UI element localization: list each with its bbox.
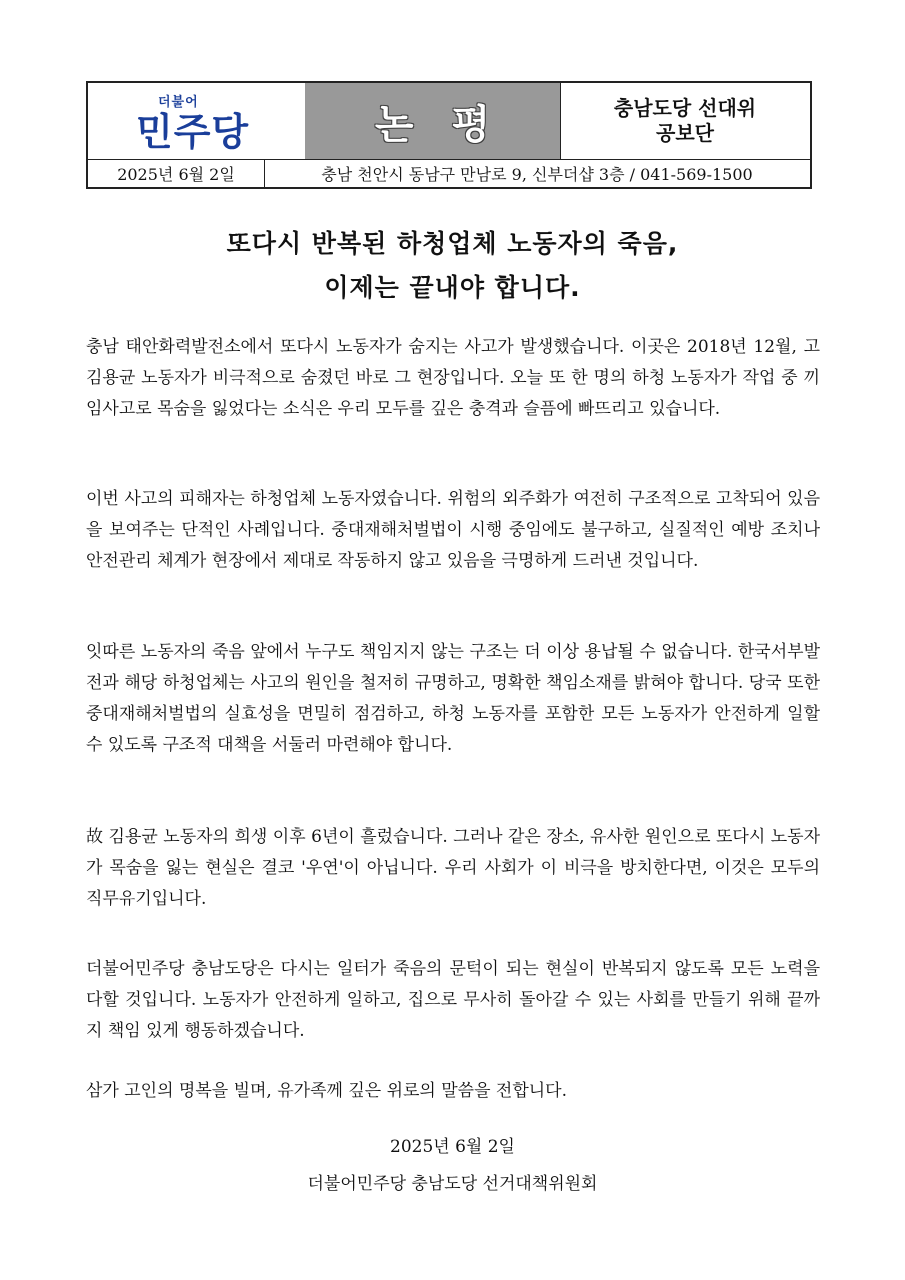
title-line-2: 이제는 끝내야 합니다. (324, 273, 581, 302)
header-date: 2025년 6월 2일 (88, 160, 265, 187)
issuer-line-2: 공보단 (656, 121, 714, 145)
document-title (0, 222, 905, 310)
header-address: 충남 천안시 동남구 만남로 9, 신부더샵 3층 / 041-569-1500 (321, 165, 753, 184)
paragraph-2: 이번 사고의 피해자는 하청업체 노동자였습니다. 위험의 외주화가 여전히 구조적으로 고착되어 있음을 보여주는 단적인 사례입니다. 중대재해처벌법이 시행 중임에도 불구하고, 실질적인 예방 조치나 안전관리 체계가 현장에서 제대로 작동하지 않고 있음을 극명하게 드러낸 것입니다. (86, 489, 820, 571)
logo-small-text: 더불어 (158, 95, 199, 110)
press-header-table (86, 81, 812, 189)
signature-org: 더불어민주당 충남도당 선거대책위원회 (307, 1174, 598, 1194)
party-logo (88, 83, 306, 159)
paragraph-4: 故 김용균 노동자의 희생 이후 6년이 흘렀습니다. 그러나 같은 장소, 유사한 원인으로 또다시 노동자가 목숨을 잃는 현실은 결코 '우연'이 아닙니다. 우리 사회가 이 비극을 방치한다면, 이것은 모두의 직무유기입니다. (86, 827, 820, 909)
paragraph-5: 더불어민주당 충남도당은 다시는 일터가 죽음의 문턱이 되는 현실이 반복되지 않도록 모든 노력을 다할 것입니다. 노동자가 안전하게 일하고, 집으로 무사히 돌아갈 수 있는 사회를 만들기 위해 끝까지 책임 있게 행동하겠습니다. (86, 959, 820, 1041)
issuer-cell (560, 83, 810, 159)
signature-date: 2025년 6월 2일 (390, 1137, 515, 1157)
doc-type-label: 논평 (374, 101, 529, 148)
doc-type-cell (305, 83, 561, 159)
title-line-1: 또다시 반복된 하청업체 노동자의 죽음, (226, 229, 679, 258)
paragraph-3: 잇따른 노동자의 죽음 앞에서 누구도 책임지지 않는 구조는 더 이상 용납될 수 없습니다. 한국서부발전과 해당 하청업체는 사고의 원인을 철저히 규명하고, 명확한 책임소재를 밝혀야 합니다. 당국 또한 중대재해처벌법의 실효성을 면밀히 점검하고, 하청 노동자를 포함한 모든 노동자가 안전하게 일할 수 있도록 구조적 대책을 서둘러 마련해야 합니다. (86, 642, 820, 755)
logo-big-text: 민주당 (136, 110, 250, 154)
header-top-row (88, 83, 810, 160)
paragraph-1: 충남 태안화력발전소에서 또다시 노동자가 숨지는 사고가 발생했습니다. 이곳은 2018년 12월, 고 김용균 노동자가 비극적으로 숨졌던 바로 그 현장입니다. 오늘 또 한 명의 하청 노동자가 작업 중 끼임사고로 목숨을 잃었다는 소식은 우리 모두를 깊은 충격과 슬픔에 빠뜨리고 있습니다. (86, 337, 820, 419)
issuer-line-1: 충남도당 선대위 (613, 96, 757, 120)
paragraph-6: 삼가 고인의 명복을 빌며, 유가족께 깊은 위로의 말씀을 전합니다. (86, 1081, 568, 1101)
header-bottom-row (88, 160, 810, 187)
